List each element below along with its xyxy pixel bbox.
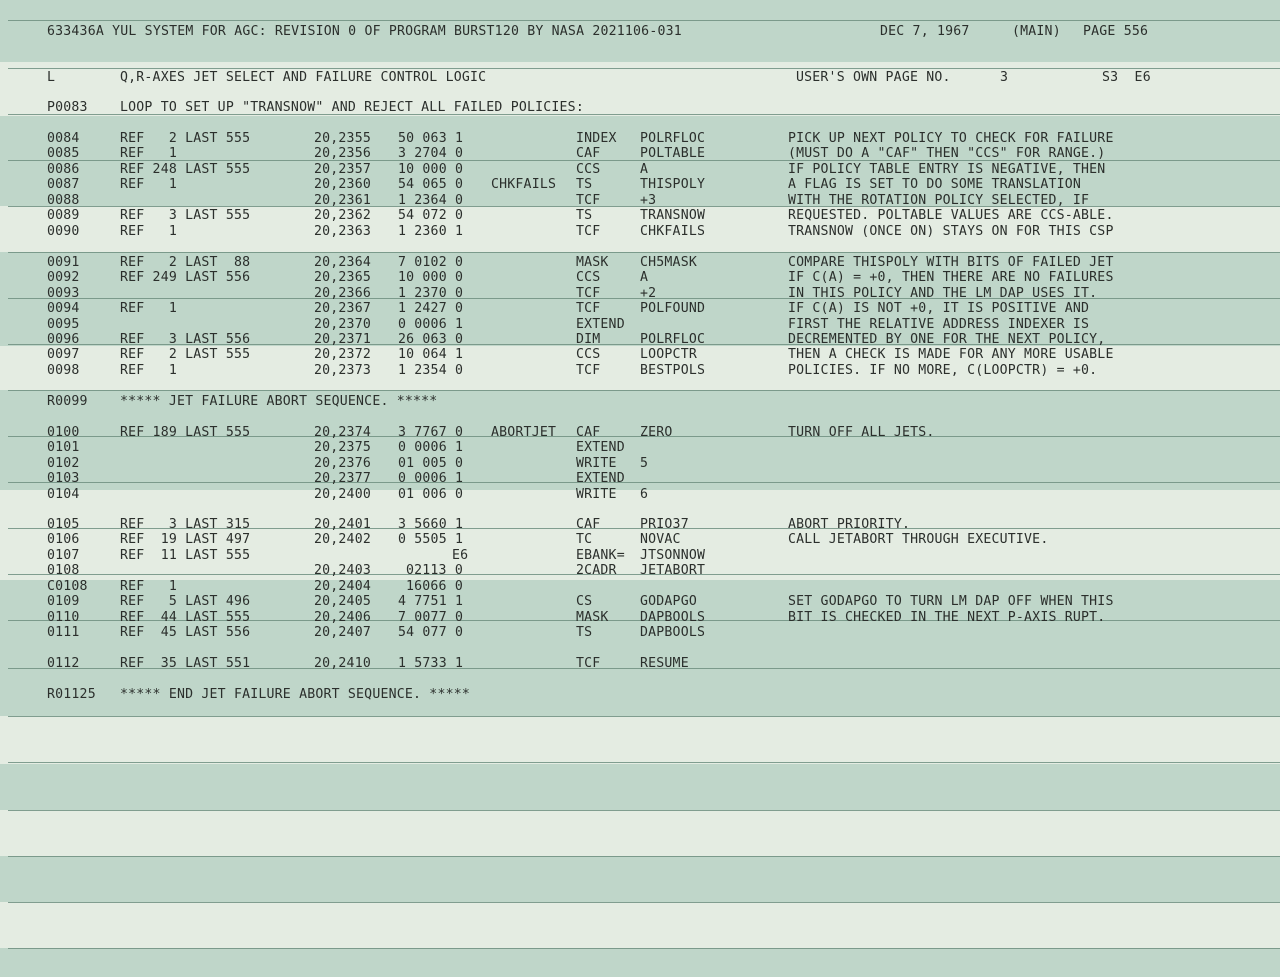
users-page-label: USER'S OWN PAGE NO. xyxy=(796,70,951,85)
ref-field: REF 249 LAST 556 xyxy=(120,270,251,285)
address-field: 20,2364 xyxy=(314,255,371,270)
ref-field: REF 5 LAST 496 xyxy=(120,594,251,609)
opcode-field: EXTEND xyxy=(576,317,625,332)
operand-field: 6 xyxy=(640,487,649,502)
listing-line xyxy=(0,332,1280,348)
listing-line xyxy=(0,594,1280,610)
octal-code: 1 2427 0 xyxy=(398,301,464,316)
address-field: 20,2367 xyxy=(314,301,371,316)
octal-code: 1 2364 0 xyxy=(398,193,464,208)
opcode-field: TCF xyxy=(576,286,601,301)
address-field: 20,2373 xyxy=(314,363,371,378)
address-field: 20,2360 xyxy=(314,177,371,192)
section-mark: L xyxy=(47,70,56,85)
sequence-number: 0091 xyxy=(47,255,80,270)
sequence-number: 0088 xyxy=(47,193,80,208)
comment-field: TURN OFF ALL JETS. xyxy=(788,425,935,440)
address-field: 20,2363 xyxy=(314,224,371,239)
opcode-field: TS xyxy=(576,625,593,640)
ref-field: REF 3 LAST 556 xyxy=(120,332,251,347)
octal-code: 54 065 0 xyxy=(398,177,464,192)
octal-code: 1 2360 1 xyxy=(398,224,464,239)
ref-field: REF 1 xyxy=(120,301,177,316)
opcode-field: MASK xyxy=(576,255,609,270)
listing-line xyxy=(0,548,1280,564)
comment-field: THEN A CHECK IS MADE FOR ANY MORE USABLE xyxy=(788,347,1114,362)
comment-field: FIRST THE RELATIVE ADDRESS INDEXER IS xyxy=(788,317,1090,332)
listing-line xyxy=(0,425,1280,441)
rule-line xyxy=(8,810,1280,811)
listing-line xyxy=(0,317,1280,333)
comment-field: (MUST DO A "CAF" THEN "CCS" FOR RANGE.) xyxy=(788,146,1106,161)
listing-line xyxy=(0,131,1280,147)
octal-code: 1 2370 0 xyxy=(398,286,464,301)
sequence-number: C0108 xyxy=(47,579,88,594)
main-tag: (MAIN) xyxy=(1012,24,1061,39)
comment-field: PICK UP NEXT POLICY TO CHECK FOR FAILURE xyxy=(788,131,1114,146)
operand-field: PRIO37 xyxy=(640,517,689,532)
octal-code: 54 077 0 xyxy=(398,625,464,640)
octal-code: 0 5505 1 xyxy=(398,532,464,547)
sequence-number: 0096 xyxy=(47,332,80,347)
sequence-number: 0090 xyxy=(47,224,80,239)
listing-line xyxy=(0,255,1280,271)
comment-field: ABORT PRIORITY. xyxy=(788,517,911,532)
listing-line xyxy=(0,610,1280,626)
ref-field: REF 35 LAST 551 xyxy=(120,656,251,671)
octal-code: 54 072 0 xyxy=(398,208,464,223)
sequence-number: 0095 xyxy=(47,317,80,332)
address-field: 20,2407 xyxy=(314,625,371,640)
operand-field: A xyxy=(640,270,649,285)
octal-code: 7 0102 0 xyxy=(398,255,464,270)
ref-field: REF 189 LAST 555 xyxy=(120,425,251,440)
sequence-number: 0089 xyxy=(47,208,80,223)
sequence-number: 0105 xyxy=(47,517,80,532)
address-field: 20,2403 xyxy=(314,563,371,578)
section-title: Q,R-AXES JET SELECT AND FAILURE CONTROL LOGIC xyxy=(120,70,487,85)
octal-code: 3 5660 1 xyxy=(398,517,464,532)
band xyxy=(0,810,1280,856)
label-field: ABORTJET xyxy=(491,425,557,440)
sequence-number: 0111 xyxy=(47,625,80,640)
sequence-number: 0093 xyxy=(47,286,80,301)
sequence-number: 0102 xyxy=(47,456,80,471)
comment-field: A FLAG IS SET TO DO SOME TRANSLATION xyxy=(788,177,1082,192)
listing-line xyxy=(0,563,1280,579)
operand-field: JTSONNOW xyxy=(640,548,706,563)
listing-line xyxy=(0,656,1280,672)
octal-code: 7 0077 0 xyxy=(398,610,464,625)
operand-field: GODAPGO xyxy=(640,594,697,609)
operand-field: DAPBOOLS xyxy=(640,625,706,640)
sequence-number: 0101 xyxy=(47,440,80,455)
comment-field: CALL JETABORT THROUGH EXECUTIVE. xyxy=(788,532,1049,547)
comment-field: DECREMENTED BY ONE FOR THE NEXT POLICY, xyxy=(788,332,1106,347)
listing-line xyxy=(0,146,1280,162)
opcode-field: MASK xyxy=(576,610,609,625)
operand-field: RESUME xyxy=(640,656,689,671)
rule-line xyxy=(8,902,1280,903)
band xyxy=(0,902,1280,948)
sequence-number: 0106 xyxy=(47,532,80,547)
opcode-field: TS xyxy=(576,177,593,192)
rule-line xyxy=(8,762,1280,763)
address-field: 20,2374 xyxy=(314,425,371,440)
comment-field: SET GODAPGO TO TURN LM DAP OFF WHEN THIS xyxy=(788,594,1114,609)
octal-code: 26 063 0 xyxy=(398,332,464,347)
comment-field: IF C(A) = +0, THEN THERE ARE NO FAILURES xyxy=(788,270,1114,285)
octal-code: 0 0006 1 xyxy=(398,471,464,486)
ref-field: REF 1 xyxy=(120,224,177,239)
operand-field: CH5MASK xyxy=(640,255,697,270)
address-field: 20,2410 xyxy=(314,656,371,671)
address-field: 20,2362 xyxy=(314,208,371,223)
address-field: 20,2377 xyxy=(314,471,371,486)
octal-code: 1 5733 1 xyxy=(398,656,464,671)
sequence-number: P0083 xyxy=(47,100,88,115)
ref-field: REF 45 LAST 556 xyxy=(120,625,251,640)
address-field: 20,2370 xyxy=(314,317,371,332)
listing-line xyxy=(0,286,1280,302)
band xyxy=(0,948,1280,977)
operand-field: DAPBOOLS xyxy=(640,610,706,625)
remark-text: ***** END JET FAILURE ABORT SEQUENCE. ***** xyxy=(120,687,471,702)
operand-field: POLFOUND xyxy=(640,301,706,316)
octal-code: 10 000 0 xyxy=(398,162,464,177)
band xyxy=(0,764,1280,810)
sequence-number: 0098 xyxy=(47,363,80,378)
ref-field: REF 1 xyxy=(120,177,177,192)
octal-code: E6 xyxy=(452,548,469,563)
sequence-number: 0107 xyxy=(47,548,80,563)
listing-line xyxy=(0,625,1280,641)
operand-field: +2 xyxy=(640,286,657,301)
comment-field: COMPARE THISPOLY WITH BITS OF FAILED JET xyxy=(788,255,1114,270)
listing-line xyxy=(0,100,1280,116)
listing-line xyxy=(0,224,1280,240)
ref-field: REF 3 LAST 315 xyxy=(120,517,251,532)
address-field: 20,2402 xyxy=(314,532,371,547)
octal-code: 4 7751 1 xyxy=(398,594,464,609)
comment-field: IF POLICY TABLE ENTRY IS NEGATIVE, THEN xyxy=(788,162,1106,177)
rule-line xyxy=(8,856,1280,857)
listing-line xyxy=(0,579,1280,595)
address-field: 20,2356 xyxy=(314,146,371,161)
listing-line xyxy=(0,517,1280,533)
comment-field: IN THIS POLICY AND THE LM DAP USES IT. xyxy=(788,286,1098,301)
operand-field: NOVAC xyxy=(640,532,681,547)
listing-line xyxy=(0,532,1280,548)
ref-field: REF 248 LAST 555 xyxy=(120,162,251,177)
rule-line xyxy=(8,252,1280,253)
program-id: 633436A YUL SYSTEM FOR AGC: REVISION 0 OF PROGRAM BURST120 BY NASA 2021106-031 xyxy=(47,24,682,39)
address-field: 20,2371 xyxy=(314,332,371,347)
octal-code: 50 063 1 xyxy=(398,131,464,146)
rule-line xyxy=(8,20,1280,21)
octal-code: 3 2704 0 xyxy=(398,146,464,161)
operand-field: JETABORT xyxy=(640,563,706,578)
ref-field: REF 1 xyxy=(120,146,177,161)
octal-code: 10 064 1 xyxy=(398,347,464,362)
opcode-field: TCF xyxy=(576,301,601,316)
opcode-field: 2CADR xyxy=(576,563,617,578)
ref-field: REF 2 LAST 555 xyxy=(120,131,251,146)
operand-field: A xyxy=(640,162,649,177)
listing-line xyxy=(0,394,1280,410)
sequence-number: R01125 xyxy=(47,687,96,702)
address-field: 20,2405 xyxy=(314,594,371,609)
opcode-field: CAF xyxy=(576,146,601,161)
octal-code: 01 005 0 xyxy=(398,456,464,471)
listing-line xyxy=(0,471,1280,487)
sequence-number: 0097 xyxy=(47,347,80,362)
opcode-field: EBANK= xyxy=(576,548,625,563)
sequence-number: 0094 xyxy=(47,301,80,316)
ref-field: REF 44 LAST 555 xyxy=(120,610,251,625)
rule-line xyxy=(8,390,1280,391)
address-field: 20,2376 xyxy=(314,456,371,471)
ref-field: REF 11 LAST 555 xyxy=(120,548,251,563)
opcode-field: INDEX xyxy=(576,131,617,146)
address-field: 20,2401 xyxy=(314,517,371,532)
opcode-field: CCS xyxy=(576,270,601,285)
ref-field: REF 1 xyxy=(120,579,177,594)
octal-code: 0 0006 1 xyxy=(398,440,464,455)
operand-field: +3 xyxy=(640,193,657,208)
opcode-field: TCF xyxy=(576,193,601,208)
address-field: 20,2406 xyxy=(314,610,371,625)
listing-line xyxy=(0,162,1280,178)
operand-field: POLRFLOC xyxy=(640,332,706,347)
listing-line xyxy=(0,193,1280,209)
operand-field: BESTPOLS xyxy=(640,363,706,378)
opcode-field: CCS xyxy=(576,347,601,362)
listing-line xyxy=(0,177,1280,193)
octal-code: 16066 0 xyxy=(406,579,463,594)
band xyxy=(0,856,1280,902)
label-field: CHKFAILS xyxy=(491,177,557,192)
address-field: 20,2372 xyxy=(314,347,371,362)
listing-line xyxy=(0,270,1280,286)
address-field: 20,2355 xyxy=(314,131,371,146)
opcode-field: WRITE xyxy=(576,487,617,502)
octal-code: 02113 0 xyxy=(406,563,463,578)
sequence-number: 0109 xyxy=(47,594,80,609)
listing-line xyxy=(0,487,1280,503)
opcode-field: EXTEND xyxy=(576,471,625,486)
address-field: 20,2357 xyxy=(314,162,371,177)
opcode-field: WRITE xyxy=(576,456,617,471)
operand-field: ZERO xyxy=(640,425,673,440)
operand-field: POLTABLE xyxy=(640,146,706,161)
comment-field: WITH THE ROTATION POLICY SELECTED, IF xyxy=(788,193,1090,208)
operand-field: CHKFAILS xyxy=(640,224,706,239)
ref-field: REF 19 LAST 497 xyxy=(120,532,251,547)
listing-date: DEC 7, 1967 xyxy=(880,24,970,39)
operand-field: POLRFLOC xyxy=(640,131,706,146)
rule-line xyxy=(8,948,1280,949)
ref-field: REF 3 LAST 555 xyxy=(120,208,251,223)
listing-line xyxy=(0,208,1280,224)
remark-text: ***** JET FAILURE ABORT SEQUENCE. ***** xyxy=(120,394,438,409)
sequence-number: 0103 xyxy=(47,471,80,486)
address-field: 20,2400 xyxy=(314,487,371,502)
listing-line xyxy=(0,687,1280,703)
opcode-field: TS xyxy=(576,208,593,223)
users-page-number: 3 xyxy=(1000,70,1009,85)
sequence-number: 0104 xyxy=(47,487,80,502)
address-field: 20,2375 xyxy=(314,440,371,455)
operand-field: THISPOLY xyxy=(640,177,706,192)
address-field: 20,2404 xyxy=(314,579,371,594)
sequence-number: 0084 xyxy=(47,131,80,146)
sequence-number: 0110 xyxy=(47,610,80,625)
opcode-field: DIM xyxy=(576,332,601,347)
sequence-number: 0100 xyxy=(47,425,80,440)
listing-line xyxy=(0,363,1280,379)
opcode-field: TCF xyxy=(576,656,601,671)
band xyxy=(0,716,1280,764)
octal-code: 01 006 0 xyxy=(398,487,464,502)
ref-field: REF 2 LAST 88 xyxy=(120,255,251,270)
opcode-field: CAF xyxy=(576,517,601,532)
address-field: 20,2361 xyxy=(314,193,371,208)
opcode-field: TCF xyxy=(576,363,601,378)
operand-field: LOOPCTR xyxy=(640,347,697,362)
opcode-field: TCF xyxy=(576,224,601,239)
sequence-number: 0112 xyxy=(47,656,80,671)
listing-line xyxy=(0,347,1280,363)
sequence-number: 0086 xyxy=(47,162,80,177)
sequence-number: R0099 xyxy=(47,394,88,409)
opcode-field: CCS xyxy=(576,162,601,177)
page-header xyxy=(0,24,1280,40)
sequence-number: 0092 xyxy=(47,270,80,285)
opcode-field: CS xyxy=(576,594,593,609)
listing-line xyxy=(0,301,1280,317)
remark-text: LOOP TO SET UP "TRANSNOW" AND REJECT ALL FAILED POLICIES: xyxy=(120,100,584,115)
rule-line xyxy=(8,716,1280,717)
address-field: 20,2366 xyxy=(314,286,371,301)
page-number: PAGE 556 xyxy=(1083,24,1149,39)
octal-code: 1 2354 0 xyxy=(398,363,464,378)
comment-field: IF C(A) IS NOT +0, IT IS POSITIVE AND xyxy=(788,301,1090,316)
listing-line xyxy=(0,456,1280,472)
comment-field: POLICIES. IF NO MORE, C(LOOPCTR) = +0. xyxy=(788,363,1098,378)
octal-code: 10 000 0 xyxy=(398,270,464,285)
address-field: 20,2365 xyxy=(314,270,371,285)
comment-field: BIT IS CHECKED IN THE NEXT P-AXIS RUPT. xyxy=(788,610,1106,625)
comment-field: TRANSNOW (ONCE ON) STAYS ON FOR THIS CSP xyxy=(788,224,1114,239)
sequence-number: 0087 xyxy=(47,177,80,192)
ref-field: REF 1 xyxy=(120,363,177,378)
ref-field: REF 2 LAST 555 xyxy=(120,347,251,362)
opcode-field: EXTEND xyxy=(576,440,625,455)
opcode-field: CAF xyxy=(576,425,601,440)
rule-line xyxy=(8,68,1280,69)
section-codes: S3 E6 xyxy=(1102,70,1151,85)
opcode-field: TC xyxy=(576,532,593,547)
section-header xyxy=(0,70,1280,86)
octal-code: 3 7767 0 xyxy=(398,425,464,440)
sequence-number: 0085 xyxy=(47,146,80,161)
octal-code: 0 0006 1 xyxy=(398,317,464,332)
operand-field: TRANSNOW xyxy=(640,208,706,223)
sequence-number: 0108 xyxy=(47,563,80,578)
operand-field: 5 xyxy=(640,456,649,471)
comment-field: REQUESTED. POLTABLE VALUES ARE CCS-ABLE. xyxy=(788,208,1114,223)
listing-line xyxy=(0,440,1280,456)
